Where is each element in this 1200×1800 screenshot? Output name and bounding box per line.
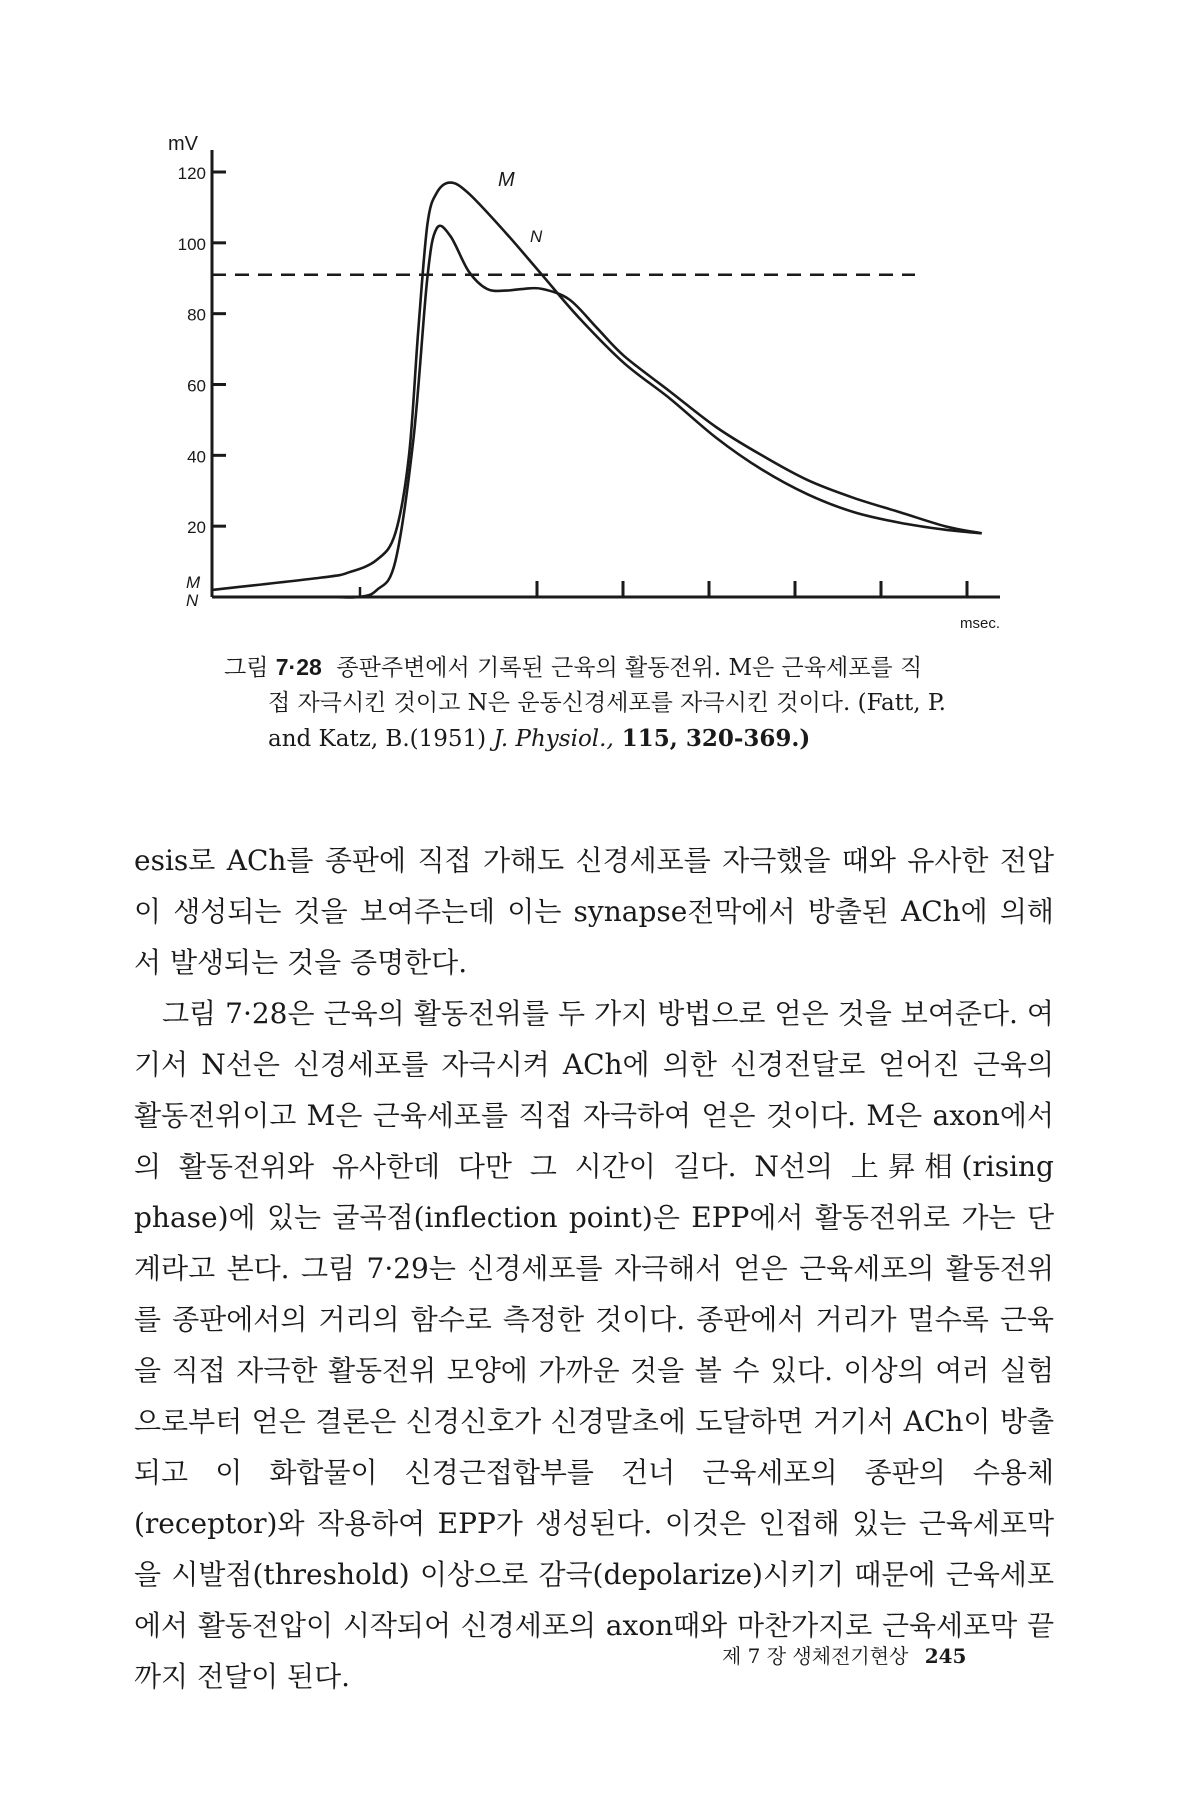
caption-journal: J. Physiol., [493,726,614,752]
y-tick-label: 100 [177,234,206,254]
body-text [134,835,1054,1702]
caption-line-1: 종판주변에서 기록된 근육의 활동전위. M은 근육세포를 직 [336,655,923,681]
y-tick-label: 40 [187,447,206,467]
y-axis-label: mV [168,133,198,155]
baseline-label-n: N [186,591,199,610]
caption-volume: 115, 320-369.) [613,725,811,752]
paragraph-1: esis로 ACh를 종판에 직접 가해도 신경세포를 자극했을 때와 유사한 전압이 생성되는 것을 보여주는데 이는 synapse전막에서 방출된 ACh에 의해서 발생되는 것을 증명한다. [134,844,1054,979]
page-number: 245 [924,1644,967,1668]
figure-caption: 그림 7·28 종판주변에서 기록된 근육의 활동전위. M은 근육세포를 직 접 자극시킨 것이고 N은 운동신경세포를 자극시킨 것이다. (Fatt, P. and Katz, B.(1951) J. Physiol., 115, 320-369.) [224,650,1014,757]
x-axis-label: msec. [960,615,1001,632]
page-footer [722,1640,966,1669]
chart-axes [212,150,1000,597]
caption-citation: and Katz, B.(1951) [268,726,494,752]
curve-m [212,183,982,590]
chapter-title: 제 7 장 생체전기현상 [722,1644,909,1668]
curve-label-n: N [530,227,543,246]
baseline-label-m: M [186,573,201,592]
curve-label-m: M [498,169,515,191]
y-tick-label: 60 [187,376,206,396]
caption-line-2: 접 자극시킨 것이고 N은 운동신경세포를 자극시킨 것이다. (Fatt, P. [268,690,946,716]
y-tick-label: 80 [187,305,206,325]
y-tick-label: 20 [187,518,206,538]
figure-number: 7·28 [275,654,322,680]
y-tick-label: 120 [177,164,206,183]
curve-n [212,226,982,598]
paragraph-2: 그림 7·28은 근육의 활동전위를 두 가지 방법으로 얻은 것을 보여준다. 여기서 N선은 신경세포를 자극시켜 ACh에 의한 신경전달로 얻어진 근육의 활동전위이고 M은 근육세포를 직접 자극하여 얻은 것이다. M은 axon에서의 활동전위와 유사한데 다만 그 시간이 길다. N선의 上昇相(rising phase)에 있는 굴곡점(inflection point)은 EPP에서 활동전위로 가는 단계라고 본다. 그림 7·29는 신경세포를 자극해서 얻은 근육세포의 활동전위를 종판에서의 거리의 함수로 측정한 것이다. 종판에서 거리가 멀수록 근육을 직접 자극한 활동전위 모양에 가까운 것을 볼 수 있다. 이상의 여러 실험으로부터 얻은 결론은 신경신호가 신경말초에 도달하면 거기서 ACh이 방출되고 이 화합물이 신경근접합부를 건너 근육세포의 종판의 수용체(receptor)와 작용하여 EPP가 생성된다. 이것은 인접해 있는 근육세포막을 시발점(threshold) 이상으로 감극(depolarize)시키기 때문에 근육세포에서 활동전압이 시작되어 신경세포의 axon때와 마찬가지로 근육세포막 끝까지 전달이 된다. [134,997,1054,1693]
action-potential-chart [0,0,1200,640]
